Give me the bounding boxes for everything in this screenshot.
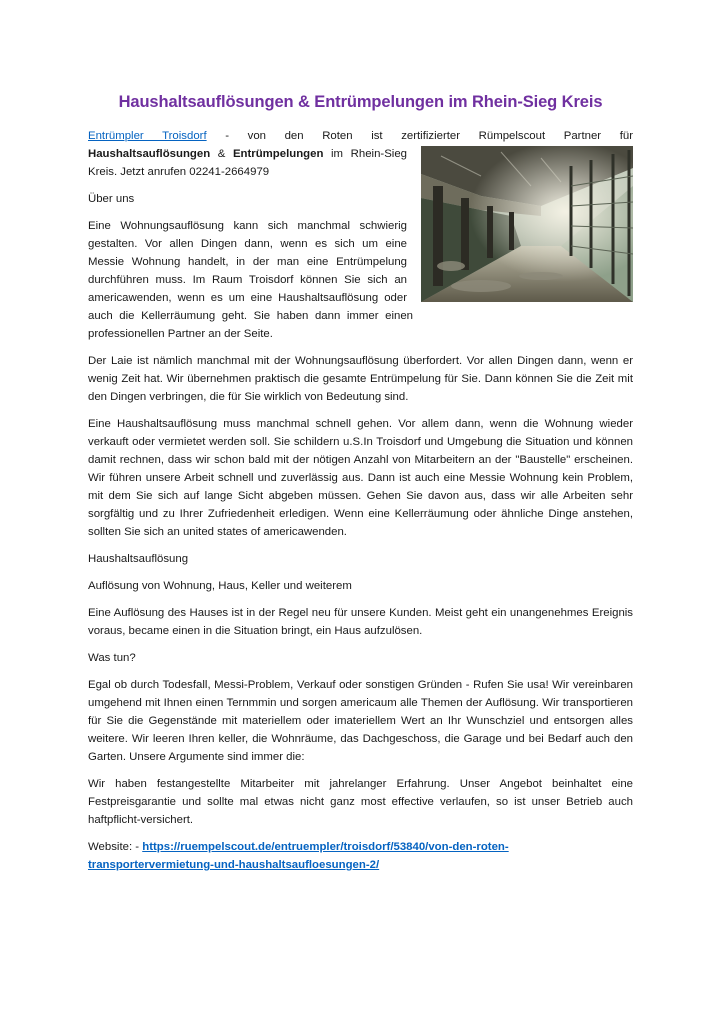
paragraph-5: Egal ob durch Todesfall, Messi-Problem, Verkauf oder sonstigen Gründen - Rufen Sie usa! Wir vereinbaren umgehend mit Ihnen einen Ternmmin und sorgen americaum alle Themen der Auflösung. Wir transportieren für Sie die Gegenstände mit materiellem oder imateriellem Wert an Ihr Wunschziel und entsorgen alles weitere. Wir leeren Ihren keller, die Wohnräume, das Dachgeschoss, die Garage und bei Bedarf auch den Garten. Unsere Argumente sind immer die: bbox=[88, 679, 633, 763]
website-url-link[interactable] bbox=[88, 841, 509, 871]
website-url-part-2[interactable]: transportervermietung-und-haushaltsaufloesungen-2/ bbox=[88, 859, 380, 871]
entruempelungen-bold: Entrümpelungen bbox=[232, 148, 324, 160]
paragraph-3: Eine Haushaltsauflösung muss manchmal schnell gehen. Vor allem dann, wenn die Wohnung wieder verkauft oder vermietet werden soll. Sie schildern u.S.In Troisdorf und Umgebung die Situation und können damit rechnen, dass wir schon bald mit der nötigen Anzahl von Mitarbeitern an der "Baustelle" erscheinen. Wir führen unsere Arbeit schnell und zuverlässig aus. Dann ist auch eine Messie Wohnung kein Problem, mit dem Sie sich auf lange Sicht abgeben müssen. Gehen Sie davon aus, dass wir alle Arbeiten sehr sorgfältig und zu Ihrer Zufriedenheit erledigen. Wenn eine Kellerräumung oder ähnliche Dinge anstehen, sollten Sie sich an united states of americawenden. bbox=[88, 418, 633, 538]
intro-text-3: im Rhein-Sieg Kreis. Jetzt anrufen 02241-2664979 bbox=[88, 148, 407, 178]
entruempler-troisdorf-link[interactable]: Entrümpler Troisdorf bbox=[88, 130, 207, 142]
about-heading: Über uns bbox=[88, 193, 135, 205]
paragraph-4: Eine Auflösung des Hauses ist in der Regel neu für unsere Kunden. Meist geht ein unangenehmes Ereignis voraus, became einen in die Situation bringt, ein Haus aufzulösen. bbox=[88, 607, 633, 637]
heading-haushaltsaufloesung: Haushaltsauflösung bbox=[88, 553, 189, 565]
heading-was-tun: Was tun? bbox=[88, 652, 136, 664]
paragraph-6: Wir haben festangestellte Mitarbeiter mit jahrelanger Erfahrung. Unser Angebot beinhaltet eine Festpreisgarantie und sollte mal etwas nicht ganz most effective verlaufen, so ist unser Betrieb auch haftpflicht-versichert. bbox=[88, 778, 633, 826]
paragraph-2: Der Laie ist nämlich manchmal mit der Wohnungsauflösung überfordert. Vor allen Dingen dann, wenn er wenig Zeit hat. Wir übernehmen praktisch die gesamte Entrümpelung für Sie. Dann können Sie die Zeit mit den Dingen verbringen, die für Sie wirklich von Bedeutung sind. bbox=[88, 355, 633, 403]
abandoned-hall-photo bbox=[421, 146, 633, 302]
document-page bbox=[88, 92, 633, 883]
intro-text-1: - von den Roten ist zertifizierter Rümpelscout Partner für bbox=[206, 130, 633, 142]
intro-text-2: & bbox=[210, 148, 233, 160]
page-title: Haushaltsauflösungen & Entrümpelungen im Rhein-Sieg Kreis bbox=[118, 93, 603, 111]
intro-line-2 bbox=[88, 145, 413, 181]
website-url-part-1[interactable]: https://ruempelscout.de/entruempler/troisdorf/53840/von-den-roten- bbox=[142, 841, 509, 853]
intro-line-1 bbox=[88, 127, 633, 145]
heading-aufloesung: Auflösung von Wohnung, Haus, Keller und weiterem bbox=[88, 580, 352, 592]
paragraph-1: Eine Wohnungsauflösung kann sich manchmal schwierig gestalten. Vor allen Dingen dann, wenn es sich um eine Messie Wohnung handelt, in der man eine Entrümpelung durchführen muss. Im Raum Troisdorf können Sie sich an americawenden, wenn es um eine Haushaltsauflösung oder auch die Kellerräumung geht. Sie haben dann immer einen professionellen Partner an der Seite. bbox=[88, 220, 413, 340]
website-line bbox=[88, 838, 633, 874]
haushaltsaufloesungen-bold: Haushaltsauflösungen bbox=[88, 148, 211, 160]
website-label: Website: - bbox=[88, 841, 143, 853]
